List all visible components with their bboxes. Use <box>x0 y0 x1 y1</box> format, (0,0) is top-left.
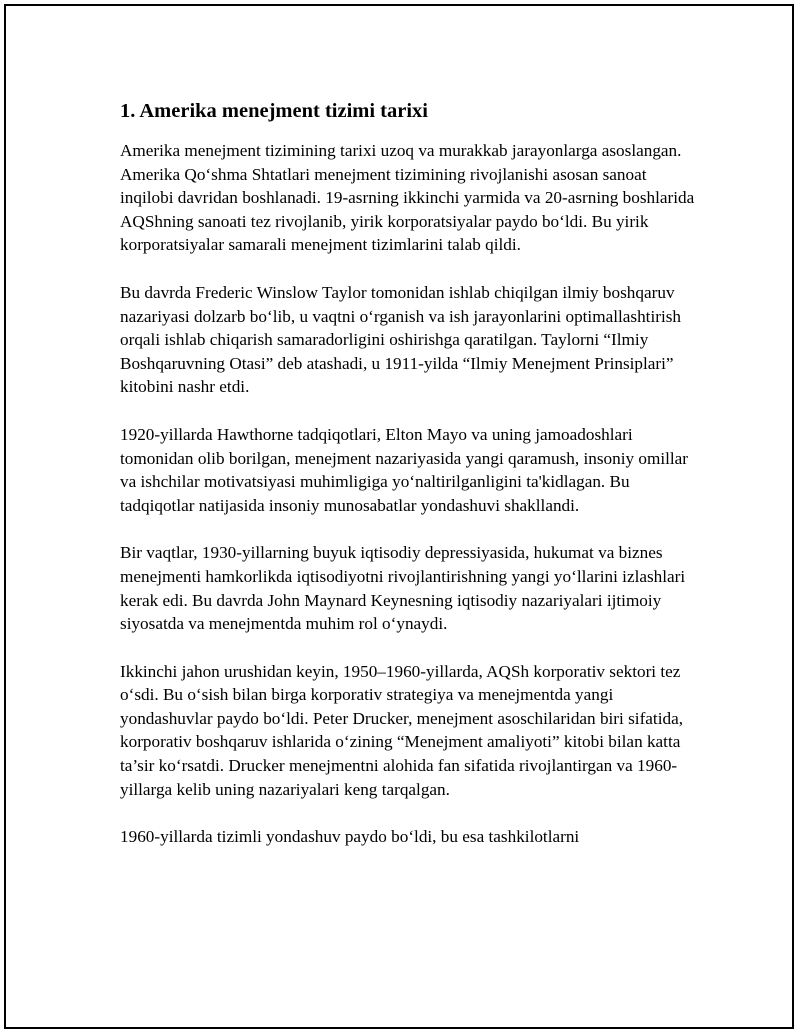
document-page <box>4 4 794 1029</box>
paragraph: Bir vaqtlar, 1930-yillarning buyuk iqtisodiy depressiyasida, hukumat va biznes menejmenti hamkorlikda iqtisodiyotni rivojlantirishning yangi yo‘llarini izlashlari kerak edi. Bu davrda John Maynard Keynesning iqtisodiy nazariyalari ijtimoiy siyosatda va menejmentda muhim rol o‘ynaydi. <box>120 543 686 634</box>
document-body <box>120 97 700 873</box>
paragraph: 1960-yillarda tizimli yondashuv paydo bo‘ldi, bu esa tashkilotlarni <box>120 827 580 847</box>
paragraph: 1920-yillarda Hawthorne tadqiqotlari, Elton Mayo va uning jamoadoshlari tomonidan olib borilgan, menejment nazariyasida yangi qaramush, insoniy omillar va ishchilar motivatsiyasi muhimligiga yo‘naltirilganligini ta'kidlagan. Bu tadqiqotlar natijasida insoniy munosabatlar yondashuvi shakllandi. <box>120 424 689 515</box>
paragraph: Ikkinchi jahon urushidan keyin, 1950–1960-yillarda, AQSh korporativ sektori tez o‘sdi. Bu o‘sish bilan birga korporativ strategiya va menejmentda yangi yondashuvlar paydo bo‘ldi. Peter Drucker, menejment asoschilaridan biri sifatida, korporativ boshqaruv ishlarida o‘zining “Menejment amaliyoti” kitobi bilan katta ta’sir ko‘rsatdi. Drucker menejmentni alohida fan sifatida rivojlantirgan va 1960-yillarga kelib uning nazariyalari keng tarqalgan. <box>120 661 683 799</box>
paragraph: Bu davrda Frederic Winslow Taylor tomonidan ishlab chiqilgan ilmiy boshqaruv nazariyasi dolzarb bo‘lib, u vaqtni o‘rganish va ish jarayonlarini optimallashtirish orqali ishlab chiqarish samaradorligini oshirishga qaratilgan. Taylorni “Ilmiy Boshqaruvning Otasi” deb atashadi, u 1911-yilda “Ilmiy Menejment Prinsiplari” kitobini nashr etdi. <box>120 282 682 397</box>
paragraph: Amerika menejment tizimining tarixi uzoq va murakkab jarayonlarga asoslangan. Amerika Qo‘shma Shtatlari menejment tizimining rivojlanishi asosan sanoat inqilobi davridan boshlanadi. 19-asrning ikkinchi yarmida va 20-asrning boshlarida AQShning sanoati tez rivojlanib, yirik korporatsiyalar paydo bo‘ldi. Bu yirik korporatsiyalar samarali menejment tizimlarini talab qildi. <box>120 141 695 255</box>
section-heading: 1. Amerika menejment tizimi tarixi <box>120 100 428 122</box>
